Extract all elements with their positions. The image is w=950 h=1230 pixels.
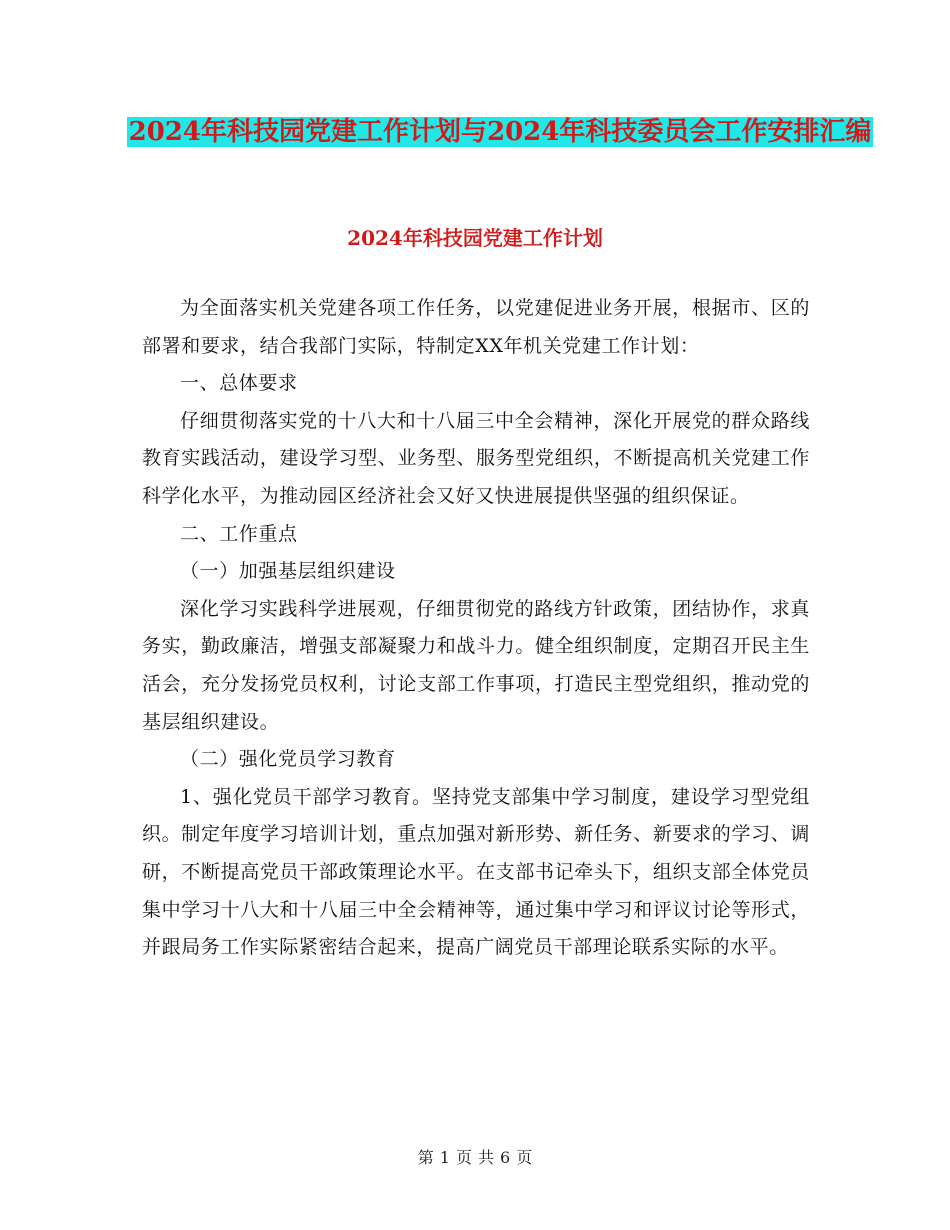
footer-label-total-unit: 页 <box>516 1148 533 1167</box>
document-title-text: 2024年科技园党建工作计划与2024年科技委员会工作安排汇编 <box>128 117 872 147</box>
subheading-organization-building: （一）加强基层组织建设 <box>180 560 396 583</box>
footer-current-page: 1 <box>439 1148 450 1167</box>
footer-label-page-unit: 页 <box>455 1148 472 1167</box>
heading-general-requirements: 一、总体要求 <box>180 372 298 395</box>
document-body <box>142 290 810 967</box>
footer-total-pages: 6 <box>500 1148 511 1167</box>
footer-label-page: 第 <box>417 1148 434 1167</box>
general-requirements-paragraph: 仔细贯彻落实党的十八大和十八届三中全会精神，深化开展党的群众路线教育实践活动，建设学习型、业务型、服务型党组织，不断提高机关党建工作科学化水平，为推动园区经济社会又好又快进展提供坚强的组织保证。 <box>142 409 810 507</box>
page-footer <box>0 1146 950 1170</box>
footer-label-total: 共 <box>478 1148 495 1167</box>
section-title: 2024年科技园党建工作计划 <box>347 226 603 250</box>
intro-paragraph: 为全面落实机关党建各项工作任务，以党建促进业务开展，根据市、区的部署和要求，结合我部门实际，特制定XX年机关党建工作计划： <box>142 297 810 357</box>
document-title <box>120 110 880 154</box>
subheading-member-education: （二）强化党员学习教育 <box>180 748 396 771</box>
heading-work-focus: 二、工作重点 <box>180 522 298 545</box>
member-education-paragraph: 1、强化党员干部学习教育。坚持党支部集中学习制度，建设学习型党组织。制定年度学习培训计划，重点加强对新形势、新任务、新要求的学习、调研，不断提高党员干部政策理论水平。在支部书记牵头下，组织支部全体党员集中学习十八大和十八届三中全会精神等，通过集中学习和评议讨论等形式，并跟局务工作实际紧密结合起来，提高广阔党员干部理论联系实际的水平。 <box>142 785 810 959</box>
organization-building-paragraph: 深化学习实践科学进展观，仔细贯彻党的路线方针政策，团结协作，求真务实，勤政廉洁，增强支部凝聚力和战斗力。健全组织制度，定期召开民主生活会，充分发扬党员权利，讨论支部工作事项，打造民主型党组织，推动党的基层组织建设。 <box>142 597 810 733</box>
